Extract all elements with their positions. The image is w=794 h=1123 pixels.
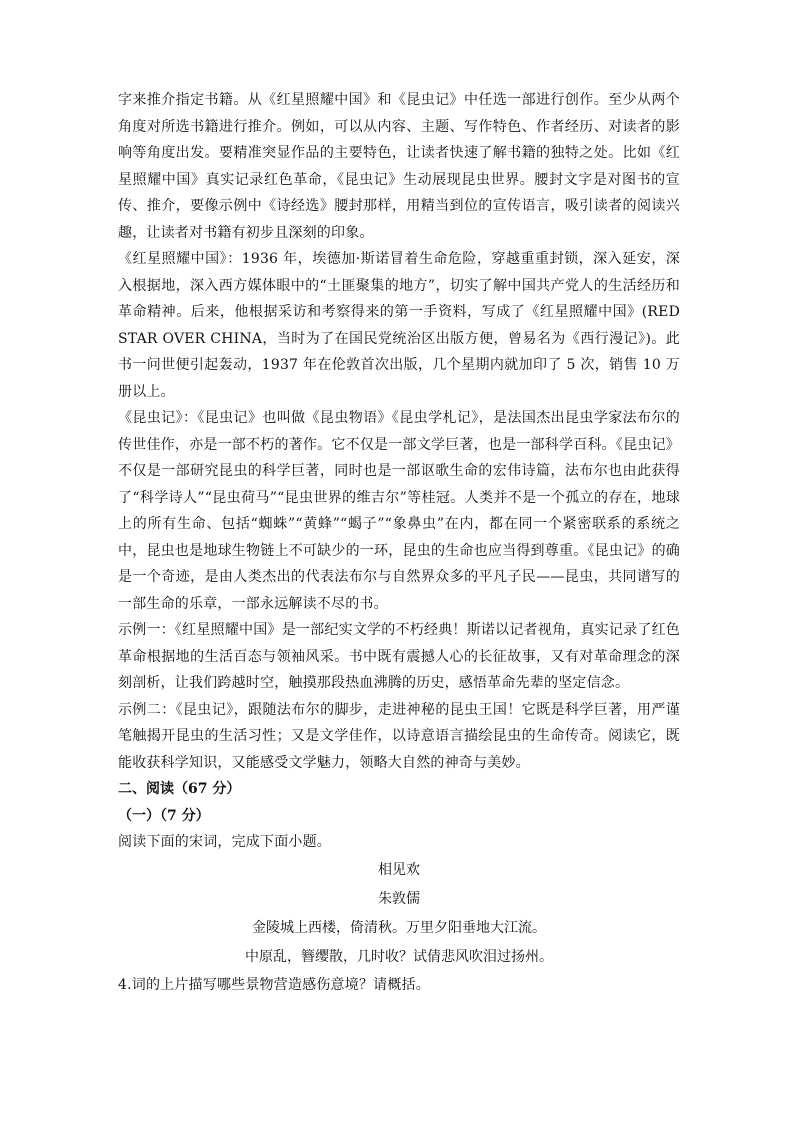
red-star-description: 《红星照耀中国》：1936 年，埃德加·斯诺冒着生命危险，穿越重重封锁，深入延安，深入根据地，深入西方媒体眼中的“土匪聚集的地方”，切实了解中国共产党人的生活经历和革命精神。后来，他根据采访和考察得来的第一手资料，写成了《红星照耀中国》(RED STAR OVER CHINA，当时为了在国民党统治区出版方便，曾易名为《西行漫记》)。此书一问世便引起轰动，1937 年在伦敦首次出版，几个星期内就加印了 5 次，销售 10 万册以上。 — [118, 251, 680, 400]
subsection-heading: （一）（7 分） — [118, 807, 210, 824]
poem-title: 相见欢 — [378, 861, 420, 878]
example-two: 示例二：《昆虫记》，跟随法布尔的脚步，走进神秘的昆虫王国！它既是科学巨著，用严谨笔触揭开昆虫的生活习性；又是文学佳作，以诗意语言描绘昆虫的生命传奇。阅读它，既能收获科学知识，又能感受文学魅力，领略大自然的神奇与美妙。 — [118, 701, 680, 771]
example-one: 示例一：《红星照耀中国》是一部纪实文学的不朽经典！斯诺以记者视角，真实记录了红色革命根据地的生活百态与领袖风采。书中既有震撼人心的长征故事，又有对革命理念的深刻剖析，让我们跨越时空，触摸那段热血沸腾的历史，感悟革命先辈的坚定信念。 — [118, 622, 680, 691]
poem-author: 朱敦儒 — [378, 890, 420, 907]
document-page — [118, 87, 680, 998]
reading-instruction: 阅读下面的宋词，完成下面小题。 — [118, 834, 331, 850]
poem-line-2: 中原乱，簪缨散，几时收？试倩悲风吹泪过扬州。 — [245, 948, 553, 965]
section-heading: 二、阅读（67 分） — [118, 781, 241, 797]
question-4: 4.词的上片描写哪些景物营造感伤意境？请概括。 — [118, 976, 430, 993]
intro-paragraph: 字来推介指定书籍。从《红星照耀中国》和《昆虫记》中任选一部进行创作。至少从两个角度对所选书籍进行推介。例如，可以从内容、主题、写作特色、作者经历、对读者的影响等角度出发。要精准突显作品的主要特色，让读者快速了解书籍的独特之处。比如《红星照耀中国》真实记录红色革命，《昆虫记》生动展现昆虫世界。腰封文字是对图书的宣传、推介，要像示例中《诗经选》腰封那样，用精当到位的宣传语言，吸引读者的阅读兴趣，让读者对书籍有初步且深刻的印象。 — [118, 92, 680, 241]
poem-line-1: 金陵城上西楼，倚清秋。万里夕阳垂地大江流。 — [252, 919, 546, 936]
insect-description: 《昆虫记》：《昆虫记》也叫做《昆虫物语》《昆虫学札记》，是法国杰出昆虫学家法布尔的传世佳作，亦是一部不朽的著作。它不仅是一部文学巨著，也是一部科学百科。《昆虫记》不仅是一部研究昆虫的科学巨著，同时也是一部讴歌生命的宏伟诗篇，法布尔也由此获得了“科学诗人”“昆虫荷马”“昆虫世界的维吉尔”等桂冠。人类并不是一个孤立的存在，地球上的所有生命、包括“蜘蛛”“黄蜂”“蝎子”“象鼻虫”在内，都在同一个紧密联系的系统之中，昆虫也是地球生物链上不可缺少的一环，昆虫的生命也应当得到尊重。《昆虫记》的确是一个奇迹，是由人类杰出的代表法布尔与自然界众多的平凡子民——昆虫，共同谱写的一部生命的乐章，一部永远解读不尽的书。 — [118, 410, 680, 612]
